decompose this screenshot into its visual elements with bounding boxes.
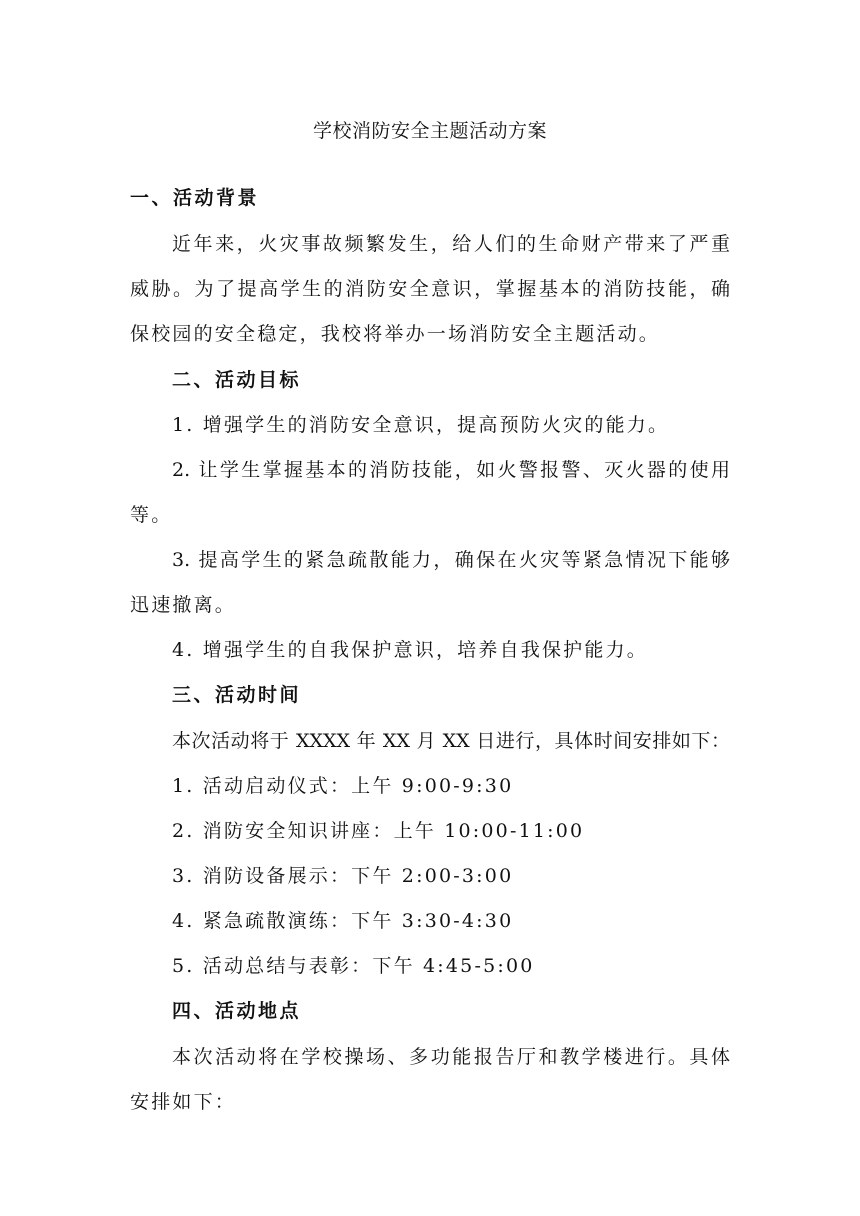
list-item: 3. 提高学生的紧急疏散能力，确保在火灾等紧急情况下能够 [172, 549, 730, 571]
section-heading-background: 一、活动背景 [130, 187, 260, 209]
paragraph-line: 本次活动将在学校操场、多功能报告厅和教学楼进行。具体 [172, 1046, 730, 1068]
list-item: 4. 增强学生的自我保护意识，培养自我保护能力。 [172, 639, 648, 661]
document-title: 学校消防安全主题活动方案 [312, 120, 547, 142]
paragraph-line: 近年来，火灾事故频繁发生，给人们的生命财产带来了严重 [172, 233, 730, 255]
paragraph-line: 本次活动将于 XXXX 年 XX 月 XX 日进行，具体时间安排如下： [172, 730, 730, 752]
schedule-item: 1. 活动启动仪式：上午 9:00-9:30 [172, 775, 514, 797]
list-item: 2. 让学生掌握基本的消防技能，如火警报警、灭火器的使用 [172, 459, 730, 481]
section-heading-location: 四、活动地点 [172, 1000, 302, 1022]
list-item-continuation: 等。 [130, 504, 173, 526]
paragraph-line: 威胁。为了提高学生的消防安全意识，掌握基本的消防技能，确 [130, 278, 730, 300]
list-item-continuation: 迅速撤离。 [130, 594, 237, 616]
list-item: 1. 增强学生的消防安全意识，提高预防火灾的能力。 [172, 414, 670, 436]
paragraph-line: 保校园的安全稳定，我校将举办一场消防安全主题活动。 [130, 323, 661, 345]
paragraph-line: 安排如下： [130, 1091, 237, 1113]
schedule-item: 2. 消防安全知识讲座：上午 10:00-11:00 [172, 820, 585, 842]
schedule-item: 3. 消防设备展示：下午 2:00-3:00 [172, 865, 514, 887]
section-heading-goals: 二、活动目标 [172, 369, 302, 391]
section-heading-time: 三、活动时间 [172, 684, 302, 706]
schedule-item: 5. 活动总结与表彰：下午 4:45-5:00 [172, 955, 535, 977]
schedule-item: 4. 紧急疏散演练：下午 3:30-4:30 [172, 910, 514, 932]
